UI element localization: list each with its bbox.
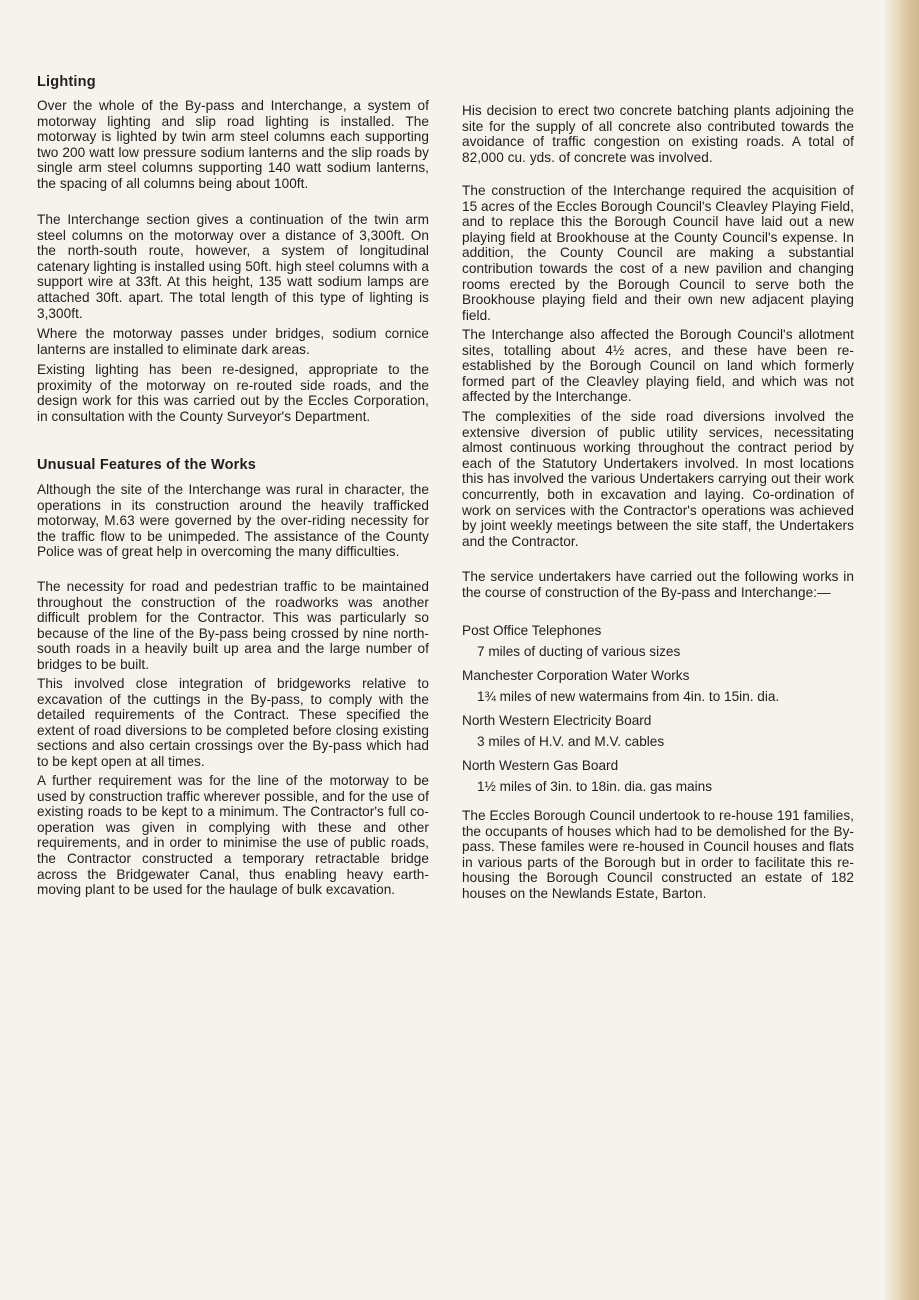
body-paragraph: The complexities of the side road diversions involved the extensive diversion of public utility services, necessitating almost continuous working throughout the contract period by each of the Statutory Undertakers involved. In most locations this has involved the various Undertakers carrying out their work concurrently, both in excavation and laying. Co-ordination of work on services with the Contractor's operations was achieved by joint weekly meetings between the site staff, the Undertakers and the Contractor.	[462, 409, 854, 549]
features-paragraph: The necessity for road and pedestrian traffic to be maintained throughout the construction of the roadworks was another difficult problem for the Contractor. This was particularly so because of the line of the By-pass being crossed by nine north-south roads in a heavily built up area and the large number of bridges to be built.	[37, 579, 429, 672]
features-heading: Unusual Features of the Works	[37, 457, 257, 473]
service-detail: 7 miles of ducting of various sizes	[477, 644, 681, 659]
lighting-paragraph: The Interchange section gives a continuation of the twin arm steel columns on the motorway over a distance of 3,300ft. On the north-south route, however, a system of longitudinal catenary lighting is installed using 50ft. high steel columns with a support wire at 33ft. At this height, 135 watt sodium lamps are attached 30ft. apart. The total length of this type of lighting is 3,300ft.	[37, 212, 429, 321]
features-paragraph: Although the site of the Interchange was rural in character, the operations in its construction around the heavily trafficked motorway, M.63 were governed by the over-riding necessity for the traffic flow to be unimpeded. The assistance of the County Police was of great help in overcoming the many difficulties.	[37, 482, 429, 560]
service-provider: North Western Gas Board	[462, 758, 619, 773]
service-provider: North Western Electricity Board	[462, 713, 652, 728]
service-provider: Post Office Telephones	[462, 623, 602, 638]
service-detail: 1½ miles of 3in. to 18in. dia. gas mains	[477, 779, 712, 794]
page-edge	[885, 0, 919, 1300]
body-paragraph: The service undertakers have carried out the following works in the course of construction of the By-pass and Interchange:—	[462, 569, 854, 600]
features-paragraph: This involved close integration of bridgeworks relative to excavation of the cuttings in the By-pass, to comply with the detailed requirements of the Contract. These specified the extent of road diversions to be completed before closing existing sections and also certain crossings over the By-pass which had to be kept open at all times.	[37, 676, 429, 769]
lighting-paragraph: Existing lighting has been re-designed, appropriate to the proximity of the motorway on re-routed side roads, and the design work for this was carried out by the Eccles Corporation, in consultation with the County Surveyor's Department.	[37, 362, 429, 424]
lighting-heading: Lighting	[37, 74, 96, 90]
body-paragraph: The construction of the Interchange required the acquisition of 15 acres of the Eccles Borough Council's Cleavley Playing Field, and to replace this the Borough Council have laid out a new playing field at Brookhouse at the County Council's expense. In addition, the County Council are making a substantial contribution towards the cost of a new pavilion and changing rooms erected by the Borough Council to serve both the Brookhouse playing field and their own new adjacent playing field.	[462, 183, 854, 323]
service-detail: 1¾ miles of new watermains from 4in. to 15in. dia.	[477, 689, 780, 704]
service-provider: Manchester Corporation Water Works	[462, 668, 690, 683]
lighting-paragraph: Where the motorway passes under bridges, sodium cornice lanterns are installed to eliminate dark areas.	[37, 326, 429, 357]
body-paragraph: His decision to erect two concrete batching plants adjoining the site for the supply of all concrete also contributed towards the avoidance of traffic congestion on existing roads. A total of 82,000 cu. yds. of concrete was involved.	[462, 103, 854, 165]
lighting-paragraph: Over the whole of the By-pass and Interchange, a system of motorway lighting and slip road lighting is installed. The motorway is lighted by twin arm steel columns each supporting two 200 watt low pressure sodium lanterns and the slip roads by single arm steel columns supporting 140 watt sodium lanterns, the spacing of all columns being about 100ft.	[37, 98, 429, 191]
service-detail: 3 miles of H.V. and M.V. cables	[477, 734, 665, 749]
body-paragraph: The Interchange also affected the Borough Council's allotment sites, totalling about 4½ acres, and these have been re-established by the Borough Council on land which formerly formed part of the Cleavley playing field, and which was not affected by the Interchange.	[462, 327, 854, 405]
closing-paragraph: The Eccles Borough Council undertook to re-house 191 families, the occupants of houses which had to be demolished for the By-pass. These familes were re-housed in Council houses and flats in various parts of the Borough but in order to facilitate this re-housing the Borough Council constructed an estate of 182 houses on the Newlands Estate, Barton.	[462, 808, 854, 901]
features-paragraph: A further requirement was for the line of the motorway to be used by construction traffic wherever possible, and for the use of existing roads to be kept to a minimum. The Contractor's full co-operation was given in complying with these and other requirements, and in order to minimise the use of public roads, the Contractor constructed a temporary retractable bridge across the Bridgewater Canal, thus enabling heavy earth-moving plant to be used for the haulage of bulk excavation.	[37, 773, 429, 898]
